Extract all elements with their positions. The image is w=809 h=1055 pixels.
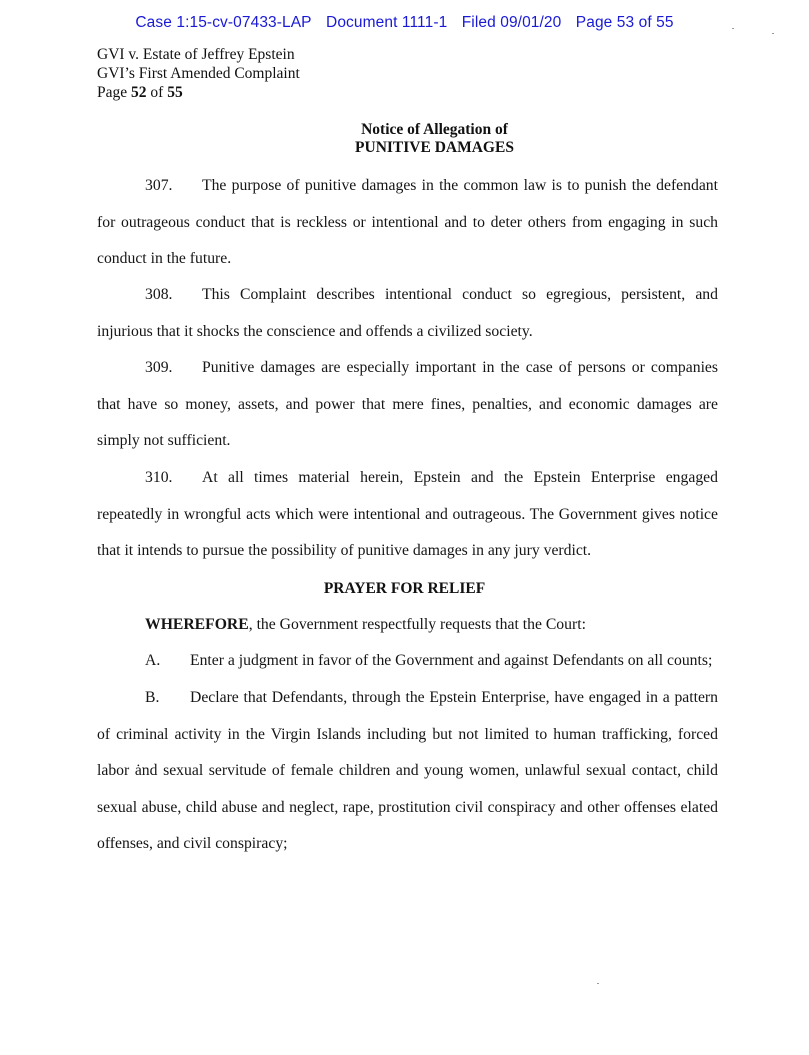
prayer-heading: PRAYER FOR RELIEF — [323, 580, 486, 597]
paragraph-number: 307. — [145, 177, 173, 194]
filing-page-number: Page 53 of 55 — [575, 14, 674, 31]
prayer-item-letter: A. — [145, 652, 161, 669]
prayer-item-a — [97, 643, 718, 680]
notice-heading — [0, 121, 809, 157]
prayer-item-letter: B. — [145, 689, 160, 706]
paragraph-number: 308. — [145, 286, 173, 303]
prayer-item-text: Enter a judgment in favor of the Government and against Defendants on all counts; — [190, 652, 713, 669]
paragraph-text: Punitive damages are especially important in the case of persons or companies that have so money, assets, and power that mere fines, penalties, and economic damages are simply not sufficient. — [97, 359, 718, 449]
page-of: of — [146, 84, 168, 101]
wherefore-clause — [97, 607, 718, 644]
paragraph-number: 310. — [145, 469, 173, 486]
caption-page-counter — [97, 83, 300, 102]
paragraph-310 — [97, 460, 718, 570]
scan-speck — [732, 28, 734, 29]
court-filing-header — [0, 14, 809, 32]
filed-date: Filed 09/01/20 — [461, 14, 562, 31]
page-total: 55 — [167, 84, 183, 101]
scan-speck — [597, 983, 599, 984]
caption-line-title: GVI’s First Amended Complaint — [97, 65, 300, 82]
paragraph-number: 309. — [145, 359, 173, 376]
case-caption — [97, 45, 300, 102]
page-current: 52 — [131, 84, 147, 101]
paragraph-text: At all times material herein, Epstein and the Epstein Enterprise engaged repeatedly in wrongful acts which were intentional and outrageous. The Government gives notice that it intends to pursue the possibility of punitive damages in any jury verdict. — [97, 469, 718, 559]
paragraph-308 — [97, 277, 718, 350]
paragraph-text: This Complaint describes intentional conduct so egregious, persistent, and injurious that it shocks the conscience and offends a civilized society. — [97, 286, 718, 340]
scan-speck — [772, 33, 774, 34]
case-number: Case 1:15-cv-07433-LAP — [135, 14, 312, 31]
prayer-item-b — [97, 680, 718, 863]
prayer-item-text: Declare that Defendants, through the Epstein Enterprise, have engaged in a pattern of criminal activity in the Virgin Islands including but not limited to human trafficking, forced labor ȧnd sexual servitude of female children and young women, unlawful sexual contact, child sexual abuse, child abuse and neglect, rape, prostitution civil conspiracy and other offenses elated offenses, and civil conspiracy; — [97, 689, 718, 852]
wherefore-label: WHEREFORE — [145, 616, 249, 633]
caption-line-case: GVI v. Estate of Jeffrey Epstein — [97, 46, 295, 63]
document-number: Document 1111-1 — [326, 14, 448, 31]
notice-heading-line1: Notice of Allegation of — [361, 121, 508, 138]
wherefore-text: , the Government respectfully requests that the Court: — [248, 616, 586, 633]
paragraph-307 — [97, 168, 718, 278]
notice-heading-line2: PUNITIVE DAMAGES — [355, 139, 514, 156]
page-prefix: Page — [97, 84, 132, 101]
paragraph-309 — [97, 350, 718, 460]
paragraph-text: The purpose of punitive damages in the common law is to punish the defendant for outrageous conduct that is reckless or intentional and to deter others from engaging in such conduct in the future. — [97, 177, 718, 267]
